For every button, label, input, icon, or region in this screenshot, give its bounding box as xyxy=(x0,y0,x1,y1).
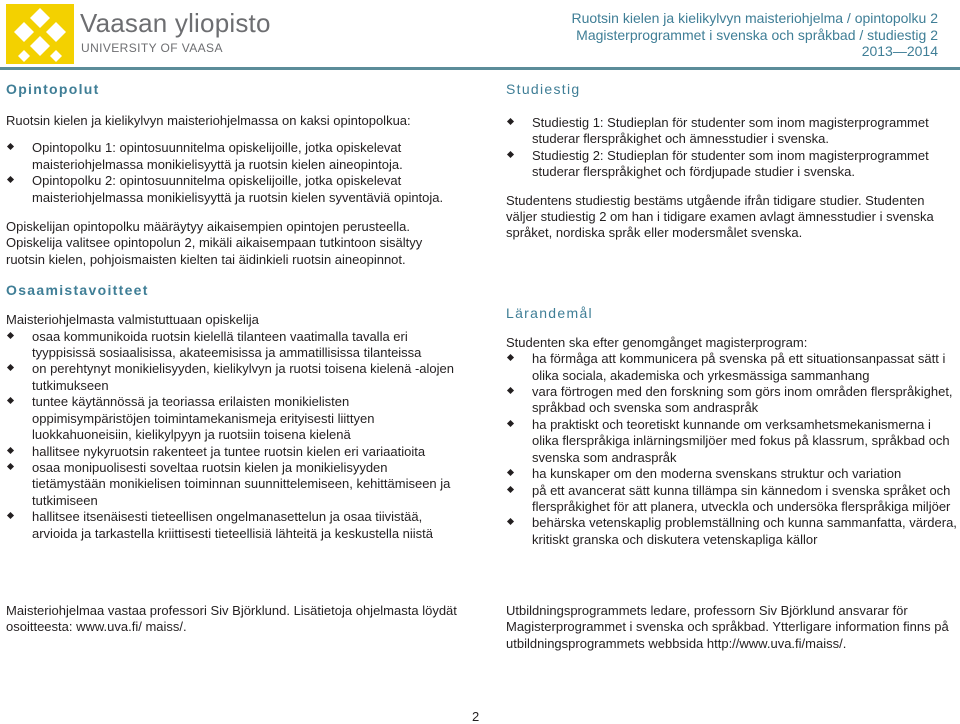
bullet-icon xyxy=(7,332,14,339)
bullet-icon xyxy=(507,387,514,394)
goals-list-sv xyxy=(506,351,958,548)
list-item: osaa monipuolisesti soveltaa ruotsin kielen ja monikielisyyden tietämystään monikielisen toiminnan suunnittelemiseen, kehittämiseen ja tutkimiseen xyxy=(6,460,458,509)
paths-intro: Ruotsin kielen ja kielikylvyn maisteriohjelmassa on kaksi opintopolkua: xyxy=(6,113,411,128)
bullet-icon xyxy=(7,463,14,470)
bullet-icon xyxy=(507,118,514,125)
list-item: behärska vetenskaplig problemställning och kunna sammanfatta, värdera, kritiskt granska och diskutera vetenskapliga källor xyxy=(506,515,958,548)
goals-list-fi xyxy=(6,329,458,542)
footnote-fi: Maisteriohjelmaa vastaa professori Siv Björklund. Lisätietoja ohjelmasta löydät osoitteesta: www.uva.fi/ maiss/. xyxy=(6,603,457,635)
swedish-column xyxy=(506,70,958,548)
finnish-column xyxy=(6,70,458,542)
bullet-icon xyxy=(507,518,514,525)
header-title-fi: Ruotsin kielen ja kielikylvyn maisteriohjelma / opintopolku 2 xyxy=(571,10,938,26)
list-item: on perehtynyt monikielisyyden, kielikylvyn ja ruotsi toisena kielenä -alojen tutkimukseen xyxy=(6,361,458,394)
list-item: hallitsee itsenäisesti tieteellisen ongelmanasettelun ja osaa tiivistää, arvioida ja tarkastella kriittisesti tieteellisiä lähteitä ja keskustella niistä xyxy=(6,509,458,542)
paths-list-fi xyxy=(6,140,458,206)
bullet-icon xyxy=(507,420,514,427)
list-item: på ett avancerat sätt kunna tillämpa sin kännedom i svenska språket och flerspråkighet för att planera, utveckla och undersöka flerspråkiga miljöer xyxy=(506,483,958,516)
list-item: tuntee käytännössä ja teoriassa erilaisten monikielisten oppimisympäristöjen toimintamekanismeja erityisesti liittyen luokkahuoneisiin, kielikylpyyn ja ruotsiin toisena kielenä xyxy=(6,394,458,443)
bullet-icon xyxy=(7,176,14,183)
paragraph-studiestig: Studentens studiestig bestäms utgående ifrån tidigare studier. Studenten väljer studiestig 2 om han i tidigare examen avlagt ämnesstudier i svenska språket, nordiska språk eller modersmålet svenska. xyxy=(506,192,934,241)
list-item: Studiestig 2: Studieplan för studenter som inom magisterprogrammet studerar flerspråkighet och fördjupade studier i svenska. xyxy=(506,148,958,181)
header-year: 2013—2014 xyxy=(861,43,938,59)
university-logo-icon xyxy=(6,4,74,64)
bullet-icon xyxy=(507,485,514,492)
paths-list-sv xyxy=(506,115,958,181)
brand-name-fi: Vaasan yliopisto xyxy=(80,8,271,38)
bullet-icon xyxy=(7,512,14,519)
page-number: 2 xyxy=(472,709,480,724)
list-item: vara förtrogen med den forskning som görs inom områden flerspråkighet, språkbad och svenska som andraspråk xyxy=(506,384,958,417)
heading-studiestig: Studiestig xyxy=(506,81,581,97)
bullet-icon xyxy=(507,151,514,158)
brand-name-en: UNIVERSITY OF VAASA xyxy=(81,41,223,55)
heading-osaamistavoitteet: Osaamistavoitteet xyxy=(6,282,149,299)
bullet-icon xyxy=(7,446,14,453)
bullet-icon xyxy=(507,469,514,476)
list-item: Studiestig 1: Studieplan för studenter som inom magisterprogrammet studerar flerspråkighet och ämnesstudier i svenska. xyxy=(506,115,958,148)
heading-larandemal: Lärandemål xyxy=(506,304,593,321)
bullet-icon xyxy=(507,354,514,361)
header-title-sv: Magisterprogrammet i svenska och språkbad / studiestig 2 xyxy=(576,26,938,43)
goals-intro-sv: Studenten ska efter genomgånget magisterprogram: xyxy=(506,334,808,350)
page-header xyxy=(0,0,960,66)
paragraph-determination: Opiskelijan opintopolku määräytyy aikaisempien opintojen perusteella. xyxy=(6,219,410,235)
list-item: Opintopolku 2: opintosuunnitelma opiskelijoille, jotka opiskelevat maisteriohjelmassa monikielisyyttä ja ruotsin kielen syventäviä opintoja. xyxy=(6,173,458,206)
bullet-icon xyxy=(7,364,14,371)
document-header-title xyxy=(571,10,938,60)
list-item: Opintopolku 1: opintosuunnitelma opiskelijoille, jotka opiskelevat maisteriohjelmassa monikielisyyttä ja ruotsin kielen aineopintoja. xyxy=(6,140,458,173)
footnote-sv: Utbildningsprogrammets ledare, professorn Siv Björklund ansvarar för Magisterprogrammet i svenska och språkbad. Ytterligare information finns på utbildningsprogrammets webbsida http://www.uva.fi/maiss/. xyxy=(506,603,949,651)
paragraph-selection: Opiskelija valitsee opintopolun 2, mikäli aikaisempaan tutkintoon sisältyy ruotsin kielen, pohjoismaisten kielten tai äidinkieli ruotsin aineopinnot. xyxy=(6,235,423,267)
goals-intro-fi: Maisteriohjelmasta valmistuttuaan opiskelija xyxy=(6,312,259,328)
list-item: hallitsee nykyruotsin rakenteet ja tuntee ruotsin kielen eri variaatioita xyxy=(6,444,458,460)
bullet-icon xyxy=(7,397,14,404)
heading-opintopolut: Opintopolut xyxy=(6,81,100,97)
list-item: ha förmåga att kommunicera på svenska på ett situationsanpassat sätt i olika sociala, akademiska och yrkesmässiga sammanhang xyxy=(506,351,958,384)
list-item: ha kunskaper om den moderna svenskans struktur och variation xyxy=(506,466,958,482)
list-item: osaa kommunikoida ruotsin kielellä tilanteen vaatimalla tavalla eri tyyppisissä sosiaalisissa, akateemisissa ja ammatillisissa tilanteissa xyxy=(6,329,458,362)
bullet-icon xyxy=(7,143,14,150)
list-item: ha praktiskt och teoretiskt kunnande om verksamhetsmekanismerna i olika flerspråkiga inlärningsmiljöer med fokus på klassrum, språkbad och svenska som andraspråk xyxy=(506,417,958,466)
